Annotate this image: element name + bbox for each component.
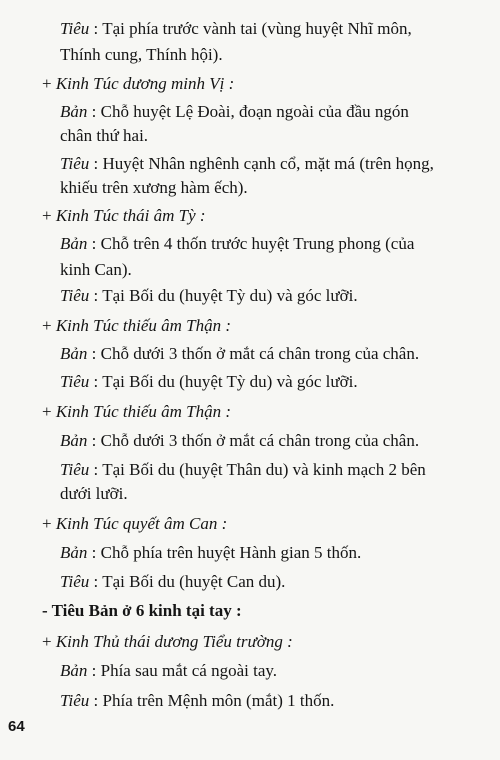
line-label: Bản <box>60 431 88 450</box>
heading-text: Kinh Túc dương minh Vị : <box>55 74 235 93</box>
line-text: dưới lưỡi. <box>60 484 128 503</box>
line-label: Tiêu <box>60 286 90 305</box>
line-text: : Huyệt Nhân nghênh cạnh cổ, mặt má (trên họng, <box>89 154 434 173</box>
line-text: : Phía sau mắt cá ngoài tay. <box>87 661 278 680</box>
line-text: : Tại Bối du (huyệt Tỳ du) và góc lưỡi. <box>89 286 358 305</box>
text-line <box>60 483 128 505</box>
heading-prefix: + <box>42 206 56 225</box>
line-label: Bản <box>60 344 88 363</box>
line-label: Tiêu <box>60 19 90 38</box>
section-heading <box>42 401 231 423</box>
section-heading <box>42 513 227 535</box>
text-line <box>60 542 361 564</box>
line-text: : Phía trên Mệnh môn (mắt) 1 thốn. <box>89 691 335 710</box>
section-heading <box>42 73 234 95</box>
text-line <box>60 125 148 147</box>
line-text: chân thứ hai. <box>60 126 149 145</box>
line-text: : Tại Bối du (huyệt Thân du) và kinh mạch 2 bên <box>89 460 426 479</box>
text-line <box>60 177 248 199</box>
line-label: Tiêu <box>60 572 90 591</box>
section-heading <box>42 631 293 653</box>
line-text: : Chỗ dưới 3 thốn ở mắt cá chân trong của chân. <box>87 431 420 450</box>
text-line <box>60 571 285 593</box>
subsection-text: - Tiêu Bản ở 6 kinh tại tay : <box>42 601 242 620</box>
text-line <box>60 153 434 175</box>
line-text: : Chỗ phía trên huyệt Hành gian 5 thốn. <box>87 543 362 562</box>
line-label: Tiêu <box>60 154 90 173</box>
text-line <box>60 690 334 712</box>
line-label: Tiêu <box>60 460 90 479</box>
page-number: 64 <box>8 718 25 735</box>
text-line <box>60 371 358 393</box>
text-line <box>60 430 419 452</box>
heading-text: Kinh Túc thiếu âm Thận : <box>55 316 232 335</box>
text-line <box>60 459 426 481</box>
text-line <box>60 660 277 682</box>
line-label: Bản <box>60 234 88 253</box>
line-text: : Chỗ dưới 3 thốn ở mắt cá chân trong của chân. <box>87 344 420 363</box>
line-label: Bản <box>60 661 88 680</box>
line-text: khiếu trên xương hàm ếch). <box>60 178 248 197</box>
text-line <box>60 101 409 123</box>
heading-text: Kinh Túc quyết âm Can : <box>55 514 228 533</box>
heading-prefix: + <box>42 402 56 421</box>
line-text: : Tại Bối du (huyệt Can du). <box>89 572 286 591</box>
heading-prefix: + <box>42 632 56 651</box>
heading-text: Kinh Thủ thái dương Tiểu trường : <box>55 632 293 651</box>
line-text: Thính cung, Thính hội). <box>60 45 223 64</box>
section-heading <box>42 315 231 337</box>
line-text: : Chỗ trên 4 thốn trước huyệt Trung phong (của <box>87 234 415 253</box>
text-line <box>60 259 132 281</box>
text-line <box>60 18 412 40</box>
text-line <box>60 44 223 66</box>
subsection-heading <box>42 600 242 622</box>
text-line <box>60 233 414 255</box>
line-text: : Chỗ huyệt Lệ Đoài, đoạn ngoài của đầu ngón <box>87 102 409 121</box>
line-text: : Tại phía trước vành tai (vùng huyệt Nhĩ môn, <box>89 19 412 38</box>
heading-prefix: + <box>42 74 56 93</box>
line-text: kinh Can). <box>60 260 132 279</box>
section-heading <box>42 205 206 227</box>
line-text: : Tại Bối du (huyệt Tỳ du) và góc lưỡi. <box>89 372 358 391</box>
heading-prefix: + <box>42 316 56 335</box>
text-line <box>60 343 419 365</box>
line-label: Bản <box>60 102 88 121</box>
line-label: Bản <box>60 543 88 562</box>
heading-prefix: + <box>42 514 56 533</box>
text-line <box>60 285 358 307</box>
heading-text: Kinh Túc thái âm Tỳ : <box>55 206 206 225</box>
line-label: Tiêu <box>60 372 90 391</box>
heading-text: Kinh Túc thiếu âm Thận : <box>55 402 232 421</box>
line-label: Tiêu <box>60 691 90 710</box>
